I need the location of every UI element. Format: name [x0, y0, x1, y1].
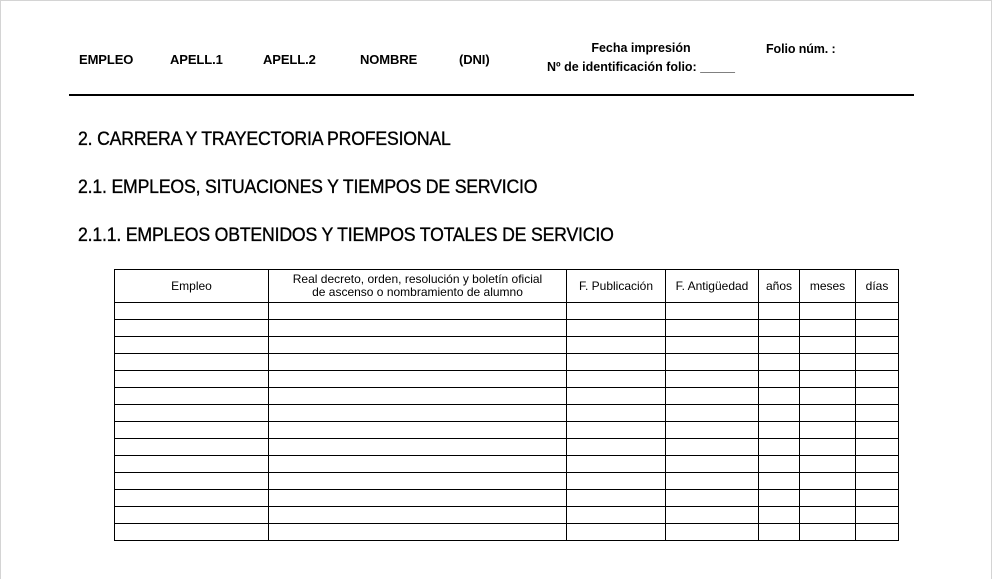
table-cell — [567, 473, 666, 490]
table-cell — [800, 320, 856, 337]
table-cell — [269, 388, 567, 405]
table-cell — [269, 490, 567, 507]
table-cell — [115, 439, 269, 456]
table-row — [115, 490, 899, 507]
table-cell — [115, 422, 269, 439]
table-cell — [269, 371, 567, 388]
table-cell — [567, 388, 666, 405]
table-cell — [115, 405, 269, 422]
table-cell — [759, 456, 800, 473]
table-cell — [115, 320, 269, 337]
header-nombre: NOMBRE — [360, 52, 418, 67]
table-cell — [759, 320, 800, 337]
table-cell — [800, 388, 856, 405]
table-cell — [666, 473, 759, 490]
table-row — [115, 405, 899, 422]
table-cell — [759, 439, 800, 456]
table-cell — [269, 320, 567, 337]
table-cell — [269, 354, 567, 371]
table-cell — [856, 439, 899, 456]
table-cell — [269, 507, 567, 524]
table-cell — [759, 507, 800, 524]
table-cell — [666, 456, 759, 473]
table-cell — [800, 422, 856, 439]
table-row — [115, 371, 899, 388]
table-cell — [800, 303, 856, 320]
table-cell — [856, 473, 899, 490]
table-cell — [567, 405, 666, 422]
header-folio-num: Folio núm. : — [766, 42, 836, 56]
table-cell — [800, 405, 856, 422]
table-cell — [115, 354, 269, 371]
table-cell — [115, 524, 269, 541]
table-cell — [800, 371, 856, 388]
table-cell — [856, 524, 899, 541]
table-cell — [759, 490, 800, 507]
table-cell — [856, 422, 899, 439]
table-cell — [115, 388, 269, 405]
table-cell — [759, 337, 800, 354]
table-cell — [115, 507, 269, 524]
table-cell — [800, 439, 856, 456]
table-cell — [269, 337, 567, 354]
table-row — [115, 422, 899, 439]
table-cell — [759, 473, 800, 490]
table-cell — [269, 405, 567, 422]
table-cell — [800, 473, 856, 490]
column-header-f-antiguedad: F. Antigüedad — [666, 270, 759, 303]
table-cell — [666, 439, 759, 456]
table-cell — [856, 320, 899, 337]
table-row — [115, 337, 899, 354]
header-fecha-block — [531, 39, 751, 77]
section-title-2-1-1: 2.1.1. EMPLEOS OBTENIDOS Y TIEMPOS TOTALES DE SERVICIO — [78, 225, 614, 246]
table-row — [115, 388, 899, 405]
table-cell — [759, 422, 800, 439]
table-cell — [666, 507, 759, 524]
table-row — [115, 354, 899, 371]
table-cell — [666, 490, 759, 507]
table-row — [115, 507, 899, 524]
table-cell — [269, 439, 567, 456]
table-cell — [115, 490, 269, 507]
table-cell — [856, 337, 899, 354]
column-header-dias: días — [856, 270, 899, 303]
table-cell — [800, 524, 856, 541]
table-cell — [800, 456, 856, 473]
table-row — [115, 473, 899, 490]
table-cell — [269, 524, 567, 541]
section-title-2-1: 2.1. EMPLEOS, SITUACIONES Y TIEMPOS DE SERVICIO — [78, 177, 538, 198]
table-row — [115, 439, 899, 456]
table-cell — [115, 303, 269, 320]
table-cell — [567, 371, 666, 388]
table-row — [115, 456, 899, 473]
table-cell — [800, 337, 856, 354]
table-cell — [666, 371, 759, 388]
section-title-2: 2. CARRERA Y TRAYECTORIA PROFESIONAL — [78, 129, 451, 150]
table-cell — [856, 303, 899, 320]
table-cell — [759, 354, 800, 371]
column-header-real-decreto: Real decreto, orden, resolución y boletín oficial de ascenso o nombramiento de alumno — [269, 270, 567, 303]
column-header-anos: años — [759, 270, 800, 303]
table-cell — [856, 354, 899, 371]
table-cell — [856, 388, 899, 405]
table-cell — [269, 422, 567, 439]
table-cell — [800, 490, 856, 507]
table-body — [115, 303, 899, 541]
table-cell — [856, 507, 899, 524]
table-row — [115, 320, 899, 337]
table-cell — [567, 422, 666, 439]
column-header-meses: meses — [800, 270, 856, 303]
table-cell — [567, 490, 666, 507]
table-cell — [759, 405, 800, 422]
table-cell — [666, 337, 759, 354]
table-cell — [759, 371, 800, 388]
table-cell — [567, 456, 666, 473]
table-cell — [567, 303, 666, 320]
column-header-empleo: Empleo — [115, 270, 269, 303]
table-cell — [856, 405, 899, 422]
table-cell — [115, 456, 269, 473]
table-cell — [666, 388, 759, 405]
header-dni: (DNI) — [459, 52, 490, 67]
header-empleo: EMPLEO — [79, 52, 134, 67]
table-cell — [759, 524, 800, 541]
header-fecha-impresion: Fecha impresión — [591, 41, 691, 55]
header-identificacion-folio: Nº de identificación folio: _____ — [547, 60, 735, 74]
table-header-row — [115, 270, 899, 303]
table-cell — [567, 439, 666, 456]
table-cell — [856, 371, 899, 388]
table-cell — [115, 473, 269, 490]
column-header-f-publicacion: F. Publicación — [567, 270, 666, 303]
header-divider — [69, 94, 914, 96]
table-cell — [567, 320, 666, 337]
table-cell — [759, 388, 800, 405]
table-cell — [759, 303, 800, 320]
table-cell — [269, 303, 567, 320]
table-row — [115, 524, 899, 541]
table-cell — [269, 473, 567, 490]
table-cell — [115, 371, 269, 388]
table-cell — [666, 320, 759, 337]
table-cell — [567, 354, 666, 371]
table-row — [115, 303, 899, 320]
table-cell — [666, 303, 759, 320]
table-cell — [567, 507, 666, 524]
table-cell — [856, 490, 899, 507]
table-cell — [269, 456, 567, 473]
table-cell — [666, 405, 759, 422]
empleos-table — [114, 269, 899, 541]
table-cell — [856, 456, 899, 473]
table-cell — [567, 337, 666, 354]
header-apellido-2: APELL.2 — [263, 52, 316, 67]
header-apellido-1: APELL.1 — [170, 52, 223, 67]
table-cell — [666, 524, 759, 541]
table-cell — [666, 422, 759, 439]
table-cell — [800, 507, 856, 524]
table-cell — [567, 524, 666, 541]
table-cell — [666, 354, 759, 371]
table-cell — [800, 354, 856, 371]
table-cell — [115, 337, 269, 354]
